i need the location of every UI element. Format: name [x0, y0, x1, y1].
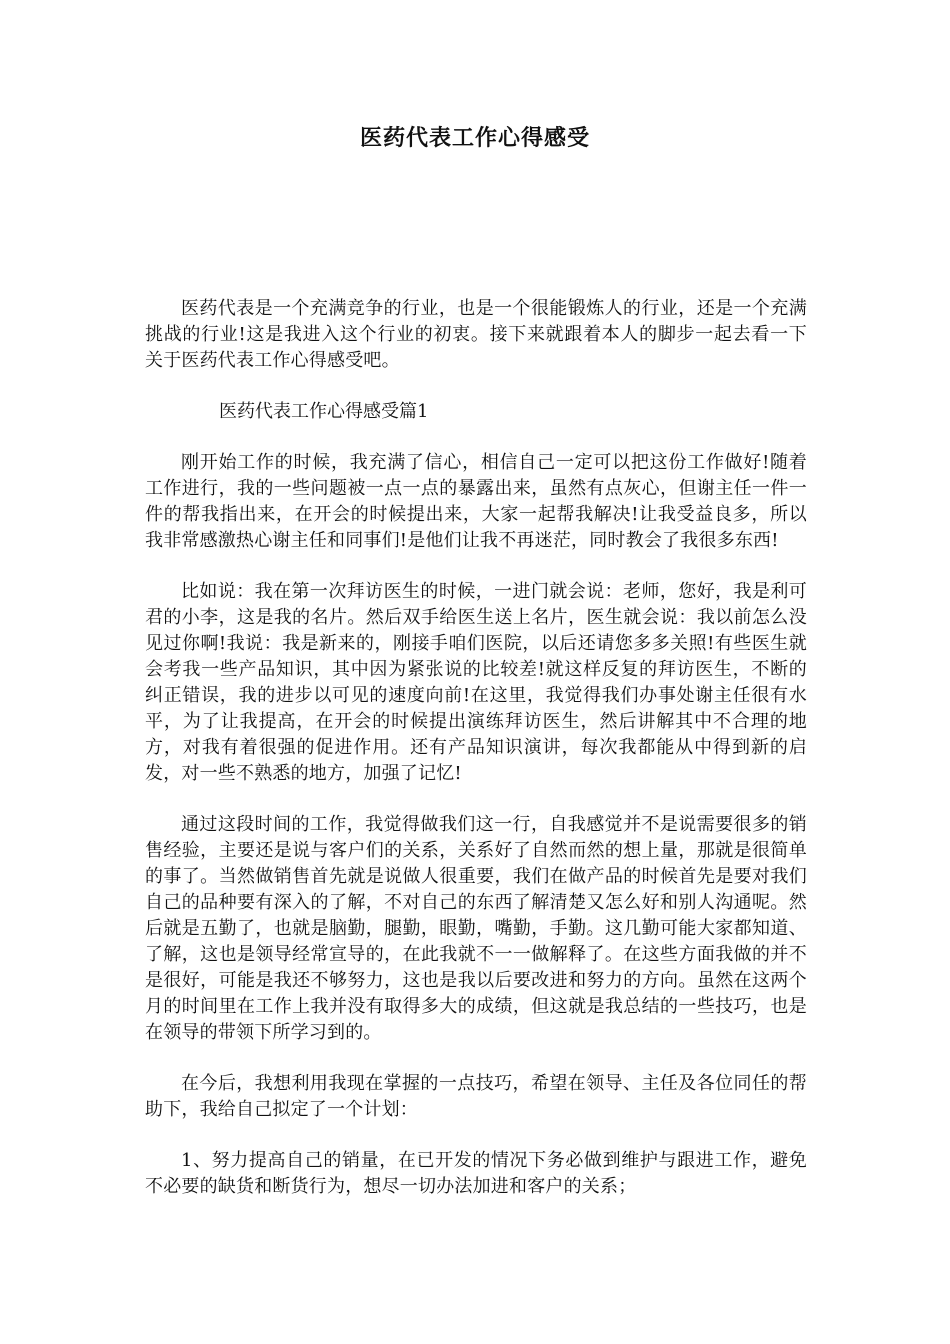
body-paragraph-5: 1、努力提高自己的销量，在已开发的情况下务必做到维护与跟进工作，避免不必要的缺货和断货行为，想尽一切办法加进和客户的关系；	[145, 1150, 807, 1197]
document-title: 医药代表工作心得感受	[359, 125, 590, 151]
section-heading: 医药代表工作心得感受篇1	[219, 401, 429, 422]
body-paragraph-2: 比如说：我在第一次拜访医生的时候，一进门就会说：老师，您好，我是利可君的小李，这是我的名片。然后双手给医生送上名片，医生就会说：我以前怎么没见过你啊!我说：我是新来的，刚接手咱们医院，以后还请您多多关照!有些医生就会考我一些产品知识，其中因为紧张说的比较差!就这样反复的拜访医生，不断的纠正错误，我的进步以可见的速度向前!在这里，我觉得我们办事处谢主任很有水平，为了让我提高，在开会的时候提出演练拜访医生，然后讲解其中不合理的地方，对我有着很强的促进作用。还有产品知识演讲，每次我都能从中得到新的启发，对一些不熟悉的地方，加强了记忆!	[145, 581, 807, 784]
body-paragraph-4: 在今后，我想利用我现在掌握的一点技巧，希望在领导、主任及各位同任的帮助下，我给自己拟定了一个计划：	[145, 1073, 807, 1120]
body-paragraph-3: 通过这段时间的工作，我觉得做我们这一行，自我感觉并不是说需要很多的销售经验，主要还是说与客户们的关系，关系好了自然而然的想上量，那就是很简单的事了。当然做销售首先就是说做人很重要，我们在做产品的时候首先是要对我们自己的品种要有深入的了解，不对自己的东西了解清楚又怎么好和别人沟通呢。然后就是五勤了，也就是脑勤，腿勤，眼勤，嘴勤，手勤。这几勤可能大家都知道、了解，这也是领导经常宣导的，在此我就不一一做解释了。在这些方面我做的并不是很好，可能是我还不够努力，这也是我以后要改进和努力的方向。虽然在这两个月的时间里在工作上我并没有取得多大的成绩，但这就是我总结的一些技巧，也是在领导的带领下所学习到的。	[145, 814, 807, 1043]
body-paragraph-1: 刚开始工作的时候，我充满了信心，相信自己一定可以把这份工作做好!随着工作进行，我的一些问题被一点一点的暴露出来，虽然有点灰心，但谢主任一件一件的帮我指出来，在开会的时候提出来，大家一起帮我解决!让我受益良多，所以我非常感激热心谢主任和同事们!是他们让我不再迷茫，同时教会了我很多东西!	[145, 452, 807, 551]
document-body	[145, 296, 807, 1225]
intro-paragraph: 医药代表是一个充满竞争的行业，也是一个很能锻炼人的行业，还是一个充满挑战的行业!这是我进入这个行业的初衷。接下来就跟着本人的脚步一起去看一下关于医药代表工作心得感受吧。	[145, 298, 807, 371]
